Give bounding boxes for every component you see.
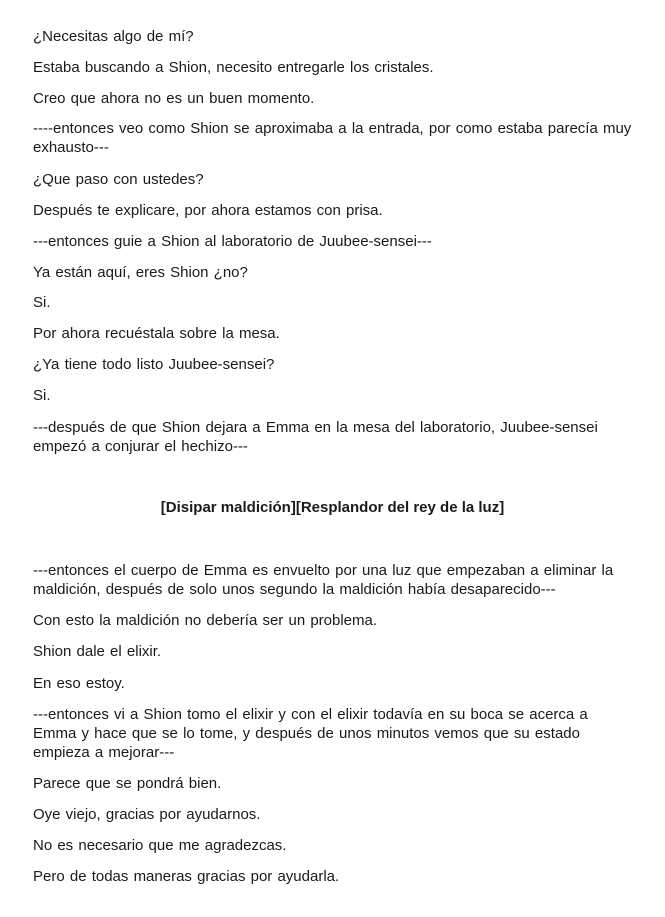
paragraph: Si.	[33, 294, 51, 311]
paragraph: Shion dale el elixir.	[33, 643, 162, 660]
paragraph: ---entonces guie a Shion al laboratorio de Juubee-sensei---	[33, 233, 432, 250]
paragraph: Por ahora recuéstala sobre la mesa.	[33, 325, 280, 342]
paragraph: Si.	[33, 387, 51, 404]
spell-heading: [Disipar maldición][Resplandor del rey de la luz]	[160, 499, 505, 516]
paragraph: ---después de que Shion dejara a Emma en la mesa del laboratorio, Juubee-sensei empezó a conjurar el hechizo---	[33, 419, 598, 455]
paragraph: ----entonces veo como Shion se aproximaba a la entrada, por como estaba parecía muy exhausto---	[33, 120, 632, 156]
paragraph: En eso estoy.	[33, 675, 125, 692]
paragraph: ¿Necesitas algo de mí?	[33, 28, 194, 45]
paragraph: ---entonces vi a Shion tomo el elixir y con el elixir todavía en su boca se acerca a Emma y hace que se lo tome, y después de unos minutos vemos que su estado empieza a mejorar---	[33, 706, 588, 761]
paragraph: Parece que se pondrá bien.	[33, 775, 222, 792]
paragraph: Ya están aquí, eres Shion ¿no?	[33, 264, 248, 281]
paragraph: Estaba buscando a Shion, necesito entregarle los cristales.	[33, 59, 434, 76]
paragraph: ¿Ya tiene todo listo Juubee-sensei?	[33, 356, 275, 373]
paragraph: Con esto la maldición no debería ser un problema.	[33, 612, 378, 629]
paragraph: ¿Que paso con ustedes?	[33, 171, 204, 188]
paragraph: Oye viejo, gracias por ayudarnos.	[33, 806, 261, 823]
paragraph: Pero de todas maneras gracias por ayudarla.	[33, 868, 340, 885]
paragraph: Después te explicare, por ahora estamos con prisa.	[33, 202, 383, 219]
paragraph: No es necesario que me agradezcas.	[33, 837, 287, 854]
paragraph: Creo que ahora no es un buen momento.	[33, 90, 315, 107]
paragraph: ---entonces el cuerpo de Emma es envuelto por una luz que empezaban a eliminar la maldición, después de solo unos segundo la maldición había desaparecido---	[33, 562, 614, 598]
